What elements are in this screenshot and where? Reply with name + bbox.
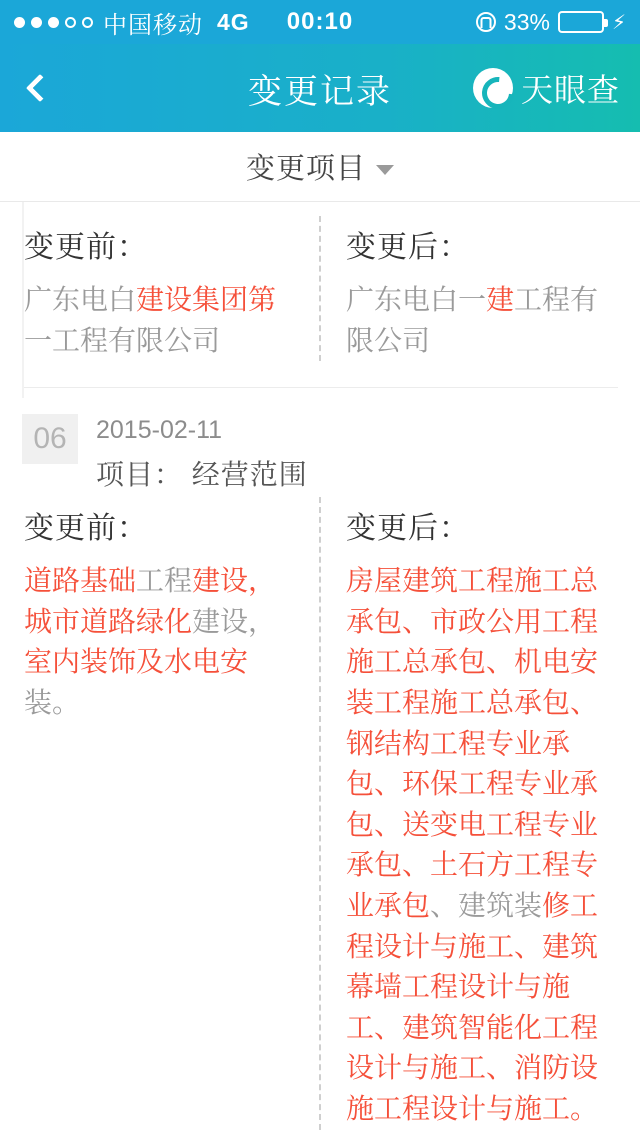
- clock-label: 00:10: [286, 8, 354, 35]
- after-value: 广东电白一建工程有限公司: [346, 284, 599, 356]
- change-records-list[interactable]: [0, 202, 640, 1135]
- brand-logo: [473, 65, 620, 111]
- record-date: 2015-02-11: [96, 416, 223, 445]
- before-value: 广东电白建设集团第一工程有限公司: [24, 284, 277, 356]
- status-bar: [0, 0, 640, 44]
- after-column: [320, 222, 640, 361]
- change-record-row: [0, 202, 640, 398]
- carrier-label: 中国移动: [103, 11, 203, 39]
- record-item-label: 项目： 经营范围: [96, 459, 308, 491]
- brand-name-label: 天眼查: [520, 72, 620, 108]
- tianyancha-logo-icon: [473, 68, 513, 108]
- before-label: 变更前：: [24, 231, 148, 264]
- record-sequence-badge: 06: [22, 414, 78, 464]
- battery-icon: [558, 11, 604, 33]
- compare-block: [0, 497, 640, 1129]
- change-record-row: [0, 398, 640, 1135]
- record-header: [0, 398, 640, 497]
- after-label: 变更后：: [346, 231, 470, 264]
- network-type-label: 4G: [217, 8, 250, 35]
- chevron-down-icon: [376, 165, 394, 175]
- page-title: 变更记录: [248, 72, 392, 111]
- signal-strength-icon: [14, 17, 93, 28]
- before-column: [0, 503, 320, 1129]
- before-value: 道路基础工程建设，城市道路绿化建设，室内装饰及水电安装。: [24, 565, 277, 718]
- before-column: [0, 222, 320, 361]
- back-chevron-icon[interactable]: [20, 68, 60, 108]
- compare-block: [0, 216, 640, 361]
- before-label: 变更前：: [24, 512, 148, 546]
- navigation-bar: [0, 44, 640, 132]
- change-item-filter[interactable]: [0, 132, 640, 202]
- after-label: 变更后：: [346, 512, 470, 546]
- change-item-filter-label: 变更项目: [245, 153, 366, 185]
- rotation-lock-icon: [476, 12, 496, 32]
- after-column: [320, 503, 640, 1129]
- after-value: 房屋建筑工程施工总承包、市政公用工程施工总承包、机电安装工程施工总承包、钢结构工程专业承包、环保工程专业承包、送变电工程专业承包、土石方工程专业承包、建筑装修工程设计与施工、建筑幕墙工程设计与施工、建筑智能化工程设计与施工、消防设施工程设计与施工。: [346, 565, 599, 1124]
- row-divider: [22, 387, 618, 388]
- bolt-icon: ⚡: [611, 11, 626, 34]
- battery-percent-label: 33%: [503, 8, 550, 35]
